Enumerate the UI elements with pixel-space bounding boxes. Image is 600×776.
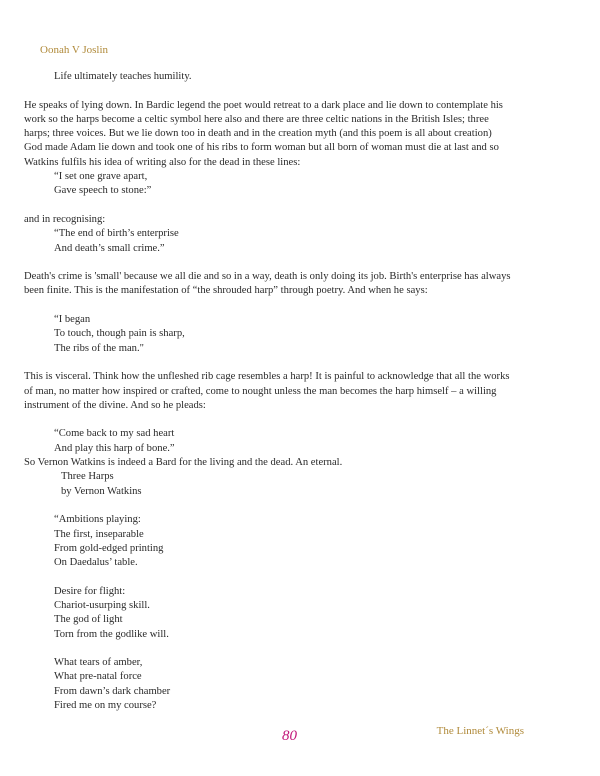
text-line: Life ultimately teaches humility. [54, 71, 192, 82]
header-author: Oonah V Joslin [40, 44, 109, 56]
text-line: What pre-natal force [54, 671, 142, 683]
text-line: “Ambitions playing: [54, 514, 141, 526]
text-line: Gave speech to stone:” [54, 185, 152, 197]
publication-title: The Linnet´s Wings [436, 725, 524, 737]
text-line: instrument of the divine. And so he pleads: [24, 399, 206, 411]
text-line: “The end of birth’s enterprise [54, 228, 179, 240]
text-line: “Come back to my sad heart [54, 428, 175, 440]
text-line: From gold-edged printing [54, 542, 164, 554]
text-line: And play this harp of bone.” [54, 442, 175, 454]
text-line: God made Adam lie down and took one of his ribs to form woman but all born of woman must die at last and so [24, 142, 499, 154]
text-line: He speaks of lying down. In Bardic legend the poet would retreat to a dark place and lie down to contemplate his [24, 99, 503, 111]
text-line: and in recognising: [24, 213, 106, 225]
blank-line [24, 299, 580, 313]
blank-line [24, 356, 580, 370]
text-line: So Vernon Watkins is indeed a Bard for the living and the dead. An eternal. [24, 457, 343, 469]
text-line: The first, inseparable [54, 528, 144, 540]
text-line: work so the harps become a celtic symbol here also and there are three celtic nations in the British Isles; three [24, 113, 489, 125]
text-line: What tears of amber, [54, 657, 143, 669]
blank-line [24, 256, 580, 270]
text-line: And death’s small crime.” [54, 242, 165, 254]
text-line: “I began [54, 314, 91, 326]
text-line: The ribs of the man." [54, 342, 144, 354]
blank-line [24, 642, 580, 656]
text-line: Watkins fulfils his idea of writing also for the dead in these lines: [24, 156, 301, 168]
text-line: This is visceral. Think how the unfleshed rib cage resembles a harp! It is painful to acknowledge that all the works [24, 371, 510, 383]
text-line: On Daedalus’ table. [54, 557, 138, 569]
blank-line [24, 84, 580, 98]
page-number: 80 [282, 728, 297, 744]
text-line: “I set one grave apart, [54, 171, 148, 183]
text-line: The god of light [54, 614, 123, 626]
text-line: Three Harps [61, 471, 114, 483]
text-line: From dawn’s dark chamber [54, 685, 171, 697]
text-line: To touch, though pain is sharp, [54, 328, 185, 340]
blank-line [24, 413, 580, 427]
text-line: been finite. This is the manifestation of “the shrouded harp” through poetry. And when he says: [24, 285, 428, 297]
article-body [24, 70, 580, 713]
text-line: Torn from the godlike will. [54, 628, 169, 640]
text-line: Chariot-usurping skill. [54, 599, 150, 611]
text-line: harps; three voices. But we lie down too in death and in the creation myth (and this poem is all about creation) [24, 128, 492, 140]
blank-line [24, 199, 580, 213]
text-line: by Vernon Watkins [61, 485, 142, 497]
text-line: Fired me on my course? [54, 700, 157, 712]
text-line: of man, no matter how inspired or crafted, come to nought unless the man becomes the harp himself – a willing [24, 385, 497, 397]
text-line: Desire for flight: [54, 585, 126, 597]
blank-line [24, 570, 580, 584]
blank-line [24, 499, 580, 513]
text-line: Death's crime is 'small' because we all die and so in a way, death is only doing its job. Birth's enterprise has always [24, 271, 511, 283]
